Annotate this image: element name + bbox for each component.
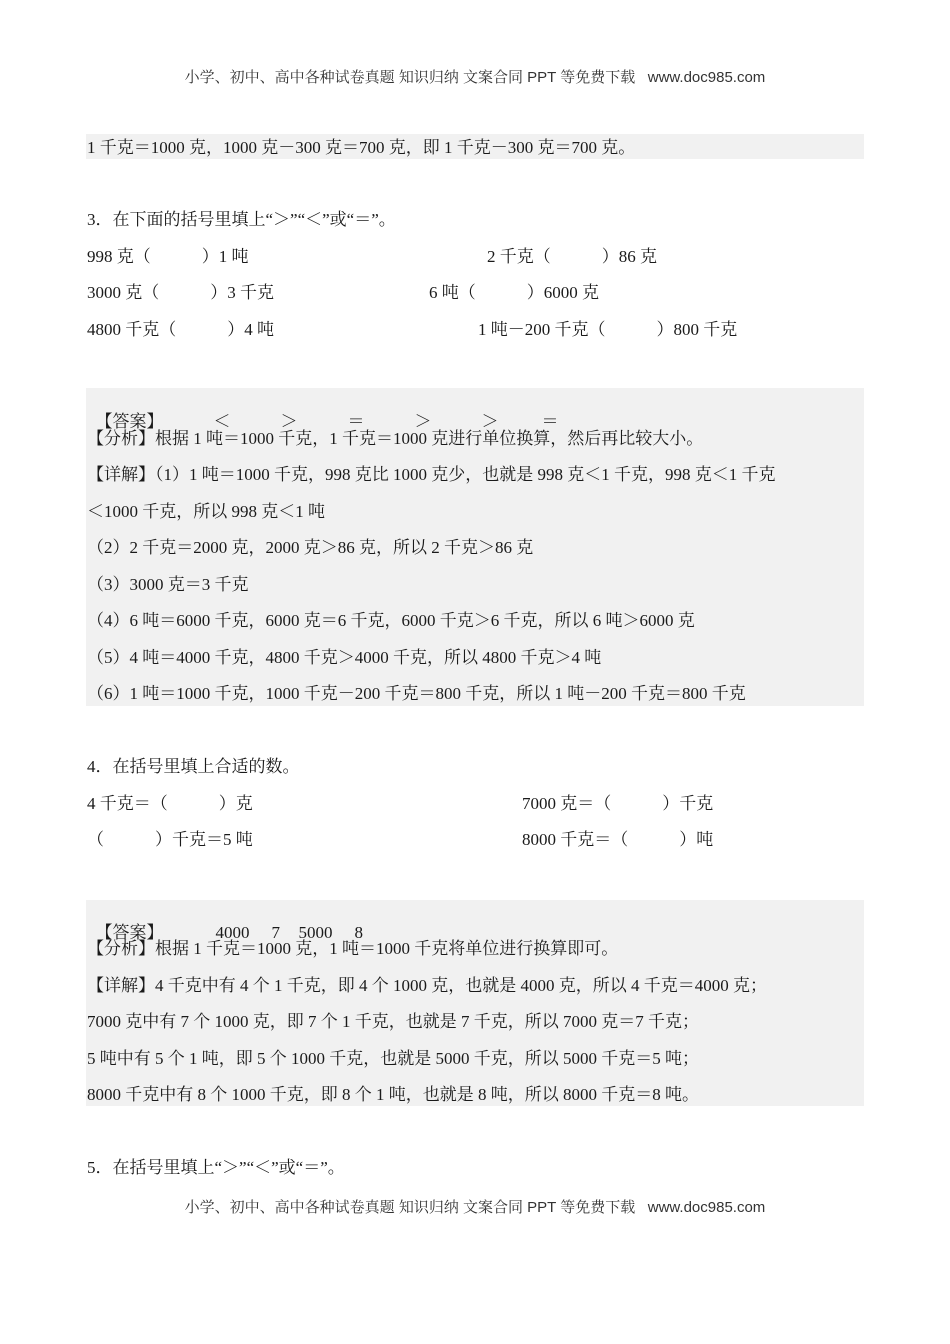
q4-title: 4．在括号里填上合适的数。: [87, 757, 300, 776]
q4-analysis: 【分析】根据 1 千克＝1000 克，1 吨＝1000 千克将单位进行换算即可。: [87, 939, 619, 958]
q3-detail-line-6: （5）4 吨＝4000 千克，4800 千克＞4000 千克，所以 4800 千克＞4 吨: [87, 648, 602, 667]
q4-item-2-right: 8000 千克＝（ ）吨: [522, 830, 714, 849]
q3-item-1-right: 2 千克（ ）86 克: [487, 247, 657, 266]
q3-detail-line-4: （3）3000 克＝3 千克: [87, 575, 249, 594]
q3-item-3-right: 1 吨－200 千克（ ）800 千克: [478, 320, 738, 339]
q4-detail-line-3: 5 吨中有 5 个 1 吨，即 5 个 1000 千克，也就是 5000 千克，所以 5000 千克＝5 吨；: [87, 1049, 699, 1068]
q4-item-2-left: （ ）千克＝5 吨: [87, 830, 253, 849]
q4-answer-4: 8: [354, 923, 363, 942]
q3-title: 3．在下面的括号里填上“＞”“＜”或“＝”。: [87, 210, 396, 229]
prev-detail-line: 1 千克＝1000 克，1000 克－300 克＝700 克，即 1 千克－300 克＝700 克。: [87, 138, 636, 157]
q4-answer-1: 4000: [215, 923, 250, 942]
q4-detail-line-4: 8000 千克中有 8 个 1000 千克，即 8 个 1 吨，也就是 8 吨，所以 8000 千克＝8 吨。: [87, 1085, 699, 1104]
q3-detail-line-3: （2）2 千克＝2000 克，2000 克＞86 克，所以 2 千克＞86 克: [87, 538, 534, 557]
q4-answer-3: 5000: [298, 923, 333, 942]
q3-detail-line-1: 【详解】（1）1 吨＝1000 千克，998 克比 1000 克少，也就是 998 克＜1 千克，998 克＜1 千克: [87, 465, 776, 484]
q4-answer-2: 7: [271, 923, 280, 942]
q4-detail-line-1: 【详解】4 千克中有 4 个 1 千克，即 4 个 1000 克，也就是 4000 克，所以 4 千克＝4000 克；: [87, 976, 767, 995]
q3-answer-2: ＞: [280, 412, 298, 431]
q3-item-2-left: 3000 克（ ）3 千克: [87, 283, 274, 302]
q3-answer-5: ＞: [481, 412, 499, 431]
q5-title: 5．在括号里填上“＞”“＜”或“＝”。: [87, 1158, 345, 1177]
q4-answer-row: [87, 903, 363, 943]
q3-answer-label: 【答案】: [95, 412, 164, 431]
page-header-watermark: 小学、初中、高中各种试卷真题 知识归纳 文案合同 PPT 等免费下载 www.doc985.com: [184, 69, 766, 86]
q3-detail-line-5: （4）6 吨＝6000 千克，6000 克＝6 千克，6000 千克＞6 千克，所以 6 吨＞6000 克: [87, 611, 695, 630]
q4-answer-label: 【答案】: [95, 923, 164, 942]
q3-detail-line-7: （6）1 吨＝1000 千克，1000 千克－200 千克＝800 千克，所以 1 吨－200 千克＝800 千克: [87, 684, 746, 703]
q3-item-3-left: 4800 千克（ ）4 吨: [87, 320, 274, 339]
q4-item-1-right: 7000 克＝（ ）千克: [522, 794, 714, 813]
q3-item-2-right: 6 吨（ ）6000 克: [429, 283, 599, 302]
q3-item-1-left: 998 克（ ）1 吨: [87, 247, 249, 266]
q3-answer-row: [87, 392, 559, 432]
q3-answer-3: ＝: [347, 412, 365, 431]
q3-analysis: 【分析】根据 1 吨＝1000 千克，1 千克＝1000 克进行单位换算，然后再比较大小。: [87, 429, 704, 448]
q4-item-1-left: 4 千克＝（ ）克: [87, 794, 253, 813]
q3-detail-line-2: ＜1000 千克，所以 998 克＜1 吨: [87, 502, 325, 521]
q3-answer-4: ＞: [414, 412, 432, 431]
q3-answer-1: ＜: [213, 412, 231, 431]
q4-detail-line-2: 7000 克中有 7 个 1000 克，即 7 个 1 千克，也就是 7 千克，所以 7000 克＝7 千克；: [87, 1012, 699, 1031]
q3-answer-6: ＝: [541, 412, 559, 431]
page-footer-watermark: 小学、初中、高中各种试卷真题 知识归纳 文案合同 PPT 等免费下载 www.doc985.com: [184, 1199, 766, 1216]
